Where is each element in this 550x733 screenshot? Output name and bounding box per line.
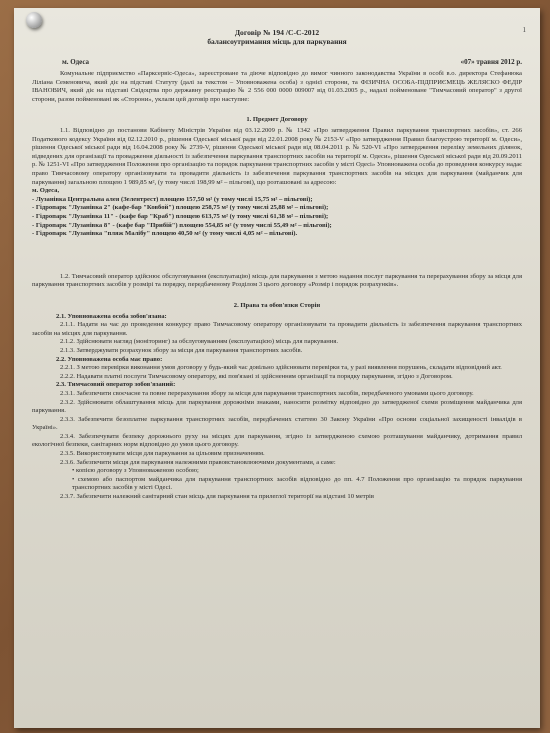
place-date-line <box>32 58 522 70</box>
location-item: - Гідропарк "Лузанівка 11" - (кафе бар "Краб") площею 613,75 м² (у тому числі 61,38 м² – пільгові); <box>32 213 329 220</box>
blank-space <box>32 239 522 273</box>
clause-2-3-2: 2.3.2. Здійснювати облаштування місць для паркування дорожніми знаками, наносити розмітку відповідно до затвердженої схеми розміщення майданчика для паркування. <box>32 398 522 415</box>
bullet-item: • копією договору з Уповноваженою особою; <box>72 467 199 475</box>
contract-subtitle: балансоутримання місць для паркування <box>207 36 347 46</box>
city: м. Одеса <box>62 58 90 67</box>
document-body <box>32 28 522 502</box>
bullet-text: копією договору з Уповноваженою особою; <box>75 467 199 475</box>
clause-2-3-4: 2.3.4. Забезпечувати безпеку дорожнього руху на місцях для паркування, згідно із затвердженою схемою розташування майданчику, дотримання правил екологічної безпеки, санітарних норм відповідно до умов цього договору. <box>32 432 522 449</box>
page-number: 1 <box>522 26 526 34</box>
clause-2-3-5: 2.3.5. Використовувати місця для паркування за цільовим призначенням. <box>60 450 265 458</box>
clause-1-1: 1.1. Відповідно до постанови Кабінету Міністрів України від 03.12.2009 р. № 1342 «Про затвердження Правил паркування транспортних засобів», ст. 266 Податкового кодексу України від 02.12.2010 р., рішення Одеської міської ради від 22.01.2008 року № 2153-V «Про затвердження Правил благоустрою території м. Одеси», рішення Одеської міської ради від 16.04.2008 року № 2739-V, рішення Одеської міської ради від 08.04.2011 р. № 520-VI «Про затвердження переліку земельних ділянок, відведених для організації та провадження діяльності із забезпечення паркування транспортних засобів на території м. Одеси», рішення Одеської міської ради від 20.09.2011 р. № 1251-VI «Про затвердження Положення про організацію та порядок паркування транспортних засобів у місті Одесі» Уповноважена особа до проведення конкурсу надає право Тимчасовому оператору організовувати та провадити діяльність із забезпечення паркування транспортних засобів на місцях для паркування (майданчик для паркування) загальною площею 1 989,85 м², (у тому числі 198,99 м² – пільгові), що розташовані за адресою: <box>32 127 522 186</box>
clause-1-2: 1.2. Тимчасовий оператор здійснює обслуговування (експлуатацію) місць для паркування з метою надання послуг паркування та перерахування збору за місця для паркування транспортних засобів у розмірі та порядку, передбаченому Розділом 3 цього договору «Розмір і порядок розрахунків». <box>32 272 522 289</box>
clause-2-3-3: 2.3.3. Забезпечити безоплатне паркування транспортних засобів, передбачених статтею 30 Закону України «Про основи соціальної захищеності інвалідів в Україні». <box>32 415 522 432</box>
location-item: - Гідропарк "Лузанівка 8" - (кафе бар "Прибій") площею 554,85 м² (у тому числі 55,49 м² – пільгові); <box>32 221 332 229</box>
document-page <box>14 8 540 728</box>
clause-1-city: м. Одеса, <box>32 187 60 195</box>
clause-2-1-title: 2.1. Уповноважена особа зобов'язана: <box>56 312 167 320</box>
contract-title: Договір № 194 /С-С-2012 <box>234 28 320 37</box>
clause-2-1-1: 2.1.1. Надати на час до проведення конкурсу право Тимчасовому оператору організовувати та провадити діяльність із забезпечення паркування транспортних засобів на місцях для паркування. <box>32 321 522 337</box>
location-item: - Гідропарк "Лузанівка 2" (кафе-бар "Ковбой") площею 258,75 м² (у тому числі 25,88 м² – пільгові); <box>32 204 329 212</box>
clause-2-3-1: 2.3.1. Забезпечити своєчасне та повне перерахування збору за місця для паркування транспортних засобів, передбаченого умовами цього договору. <box>60 389 474 397</box>
bullet-text: схемою або паспортом майданчика для паркування транспортних засобів відповідно до пп. 4.7 Положення про організацію та порядок паркування транспортних засобів у місті Одесі. <box>72 475 522 492</box>
clause-2-3-6: 2.3.6. Забезпечити місця для паркування належними правовстановлюючими документами, а саме: <box>60 458 336 466</box>
clause-2-1-3: 2.1.3. Затверджувати розрахунок збору за місця для паркування транспортних засобів. <box>60 346 303 354</box>
contract-date: «07» травня 2012 р. <box>460 58 522 67</box>
section-2-title: 2. Права та обов'язки Сторін <box>233 301 321 309</box>
clause-2-2-title: 2.2. Уповноважена особа має право: <box>56 355 163 363</box>
clause-2-2-2: 2.2.2. Надавати платні послуги Тимчасовому оператору, які пов'язані зі здійсненням організації та порядку паркування, згідно з Договором. <box>60 372 453 380</box>
pushpin-icon <box>26 12 42 28</box>
clause-2-3-7: 2.3.7. Забезпечити належний санітарний стан місць для паркування та прилеглої території на відстані 10 метрів <box>60 493 374 501</box>
location-item: - Лузанівка Центральна алея (Зелентрест) площею 157,50 м² (у тому числі 15,75 м² – пільгові); <box>32 195 313 203</box>
clause-2-3-title: 2.3. Тимчасовий оператор зобов'язаний: <box>56 381 176 389</box>
location-item: - Гідропарк "Лузанівка "пляж Малібу" площею 40,50 м² (у тому числі 4,05 м² – пільгові). <box>32 230 298 238</box>
section-1-title: 1. Предмет Договору <box>246 116 308 124</box>
clause-2-2-1: 2.2.1. З метою перевірки виконання умов договору у будь-який час довільно здійснювати перевірки та, у разі виявлення порушень, складати відповідний акт. <box>60 364 502 372</box>
clause-2-1-2: 2.1.2. Здійснювати нагляд (моніторинг) за обслуговуванням (експлуатацією) місць для паркування. <box>60 338 338 346</box>
bullet-item: • схемою або паспортом майданчика для паркування транспортних засобів відповідно до пп. 4.7 Положення про організацію та порядок паркування транспортних засобів у місті Одесі. <box>72 475 522 492</box>
preamble: Комунальне підприємство «Парксервіс-Одеса», зареєстроване та діюче відповідно до вимог чинного законодавства України в особі в.о. директора Стефанюка Ліліана Семеновича, який діє на підставі Статуту (далі за текстом – Уповноважена особа) з однієї сторони, та ФІЗИЧНА ОСОБА-ПІДПРИЄМЕЦЬ ЖЕЛЯСКО ФЕДІР ІВАНОВИЧ, який діє на підставі Свідоцтва про державну реєстрацію № 2 556 000 0000 009007 від 01.03.2005 р., надалі пойменоване "Тимчасовий оператор" з другої сторони, разом пойменовані як «Сторони», уклали цей договір про наступне: <box>32 70 522 103</box>
